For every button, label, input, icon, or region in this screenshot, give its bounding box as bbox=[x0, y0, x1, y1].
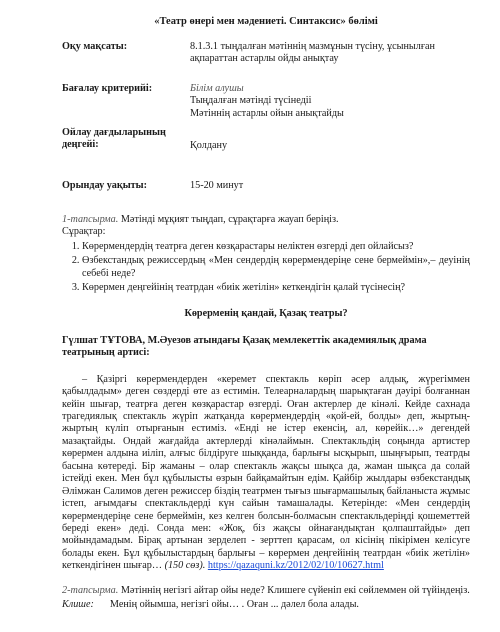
criteria-header: Білім алушы bbox=[190, 82, 244, 94]
criteria-label: Бағалау критерийі: bbox=[62, 82, 153, 94]
time-value: 15-20 минут bbox=[190, 179, 244, 191]
skills-label: Ойлау дағдыларының деңгейі: bbox=[62, 126, 166, 151]
cliche-label: Клише: bbox=[62, 599, 94, 611]
author-line: Гүлшат ТҰТОВА, М.Әуезов атындағы Қазақ мемлекеттік академиялық драма театрының артисі: bbox=[62, 334, 427, 359]
criteria-item: Тыңдалған мәтінді түсінедіі bbox=[190, 95, 312, 107]
task1-text: Мәтінді мұқият тыңдап, сұрақтарға жауап беріңіз. bbox=[118, 213, 339, 225]
source-link[interactable]: https://qazaquni.kz/2012/02/10/10627.html bbox=[207, 560, 384, 572]
questions-label: Сұрақтар: bbox=[62, 226, 106, 238]
task1-heading bbox=[62, 214, 470, 226]
criteria-value bbox=[190, 83, 470, 127]
article-body: – Қазіргі көрермендерден «керемет спектакль көріп әсер алдық, жүрегіммен қабылдадым» деген сөздерді өте аз естимін. Телеарналардың шарықтаған дәуірі болғаннан кейін шығар, театрға деген көзқарастар өзгерді. Оған актерлер де кінәлі. Кейде сахнада трагедиялық спектакль жүріп жатқанда көрермендердің «қой-ей, болды» деп, жыртың-жыртың күліп отырғанын естиміз. «Енді не істер екенсің, ал, көрейік…» дегендей мазақтайды. Ондай жағдайда актерлерді кінәлаймын. Спектакльдің соңында артистер көрермен алдына иіліп, алғыс білдіруге шыққанда, барлығы ысқырып, шыңғырып, театрды басына көтереді. Бір жаманы – олар спектакль жақсы шықса да, жаман шықса да солай істейді екен. Мен бұл құбылысты өзрын байқамайтын едім. Қайбір жылдары өзбекстандық Әлімжан Салимов деген режиссер біздің театрмен тығыз шығармашылық байланыста жұмыс істеп, ағымдағы спектакльдерді күн сайын тамашалады. Кетерінде: «Мен сендердің көрермендеріңе сене бермеймін, кез келген болсын-болмасын спектакльдеріңді қошеметтей береді екен» деді. Сонда мен: «Жоқ, біз жақсы ойнағандықтан қолпаштайды» деп мойындамадым. Бірақ артынан зерделеп - зерттеп қарасам, ол кісінің пікірімен келісуге болады екен. Бұл құбылыстардың барлығы – көрермен деңгейінің театрдан «биік жетілін» кеткендігінен шығар… bbox=[62, 373, 470, 572]
section-title: Көрерменің қандай, Қазақ театры? bbox=[184, 308, 348, 320]
article-text bbox=[62, 374, 470, 573]
page-title: «Театр өнері мен мәдениеті. Синтаксис» бөлімі bbox=[154, 16, 378, 27]
cliche-text: Менің ойымша, негізгі ойы… . Оған ... дәлел бола алады. bbox=[109, 599, 359, 611]
skills-value: Қолдану bbox=[190, 139, 228, 151]
criteria-item: Мәтіннің астарлы ойын анықтайды bbox=[190, 107, 344, 119]
task2-label: 2-тапсырма. bbox=[62, 584, 119, 596]
task1-label: 1-тапсырма. bbox=[62, 213, 119, 225]
info-table bbox=[62, 41, 470, 210]
goal-value: 8.1.3.1 тыңдалған мәтіннің мазмұнын түсіну, ұсынылған ақпараттан астарлы ойды анықтау bbox=[190, 40, 435, 65]
cliche-line bbox=[62, 599, 470, 611]
goal-label: Оқу мақсаты: bbox=[62, 40, 128, 52]
word-count-note: (150 сөз). bbox=[164, 560, 206, 572]
questions-list bbox=[62, 241, 470, 295]
task2-heading bbox=[62, 585, 470, 597]
question-item: 2. Өзбекстандық режиссердың «Мен сендердің көрермендеріңе сене бермеймін»,– деуінің себебі неде? bbox=[82, 255, 470, 280]
question-item: 1. Көрермендердің театрға деген көзқарастары неліктен өзгерді деп ойлайсыз? bbox=[82, 241, 470, 253]
task2-text: Мәтіннің негізгі айтар ойы неде? Клишеге сүйеніп екі сөйлеммен ой түйіндеңіз. bbox=[118, 584, 470, 596]
time-label: Орындау уақыты: bbox=[62, 179, 148, 191]
question-item: 3. Көрермен деңгейінің театрдан «биік жетілін» кеткендігін қалай түсінесің? bbox=[82, 282, 470, 294]
